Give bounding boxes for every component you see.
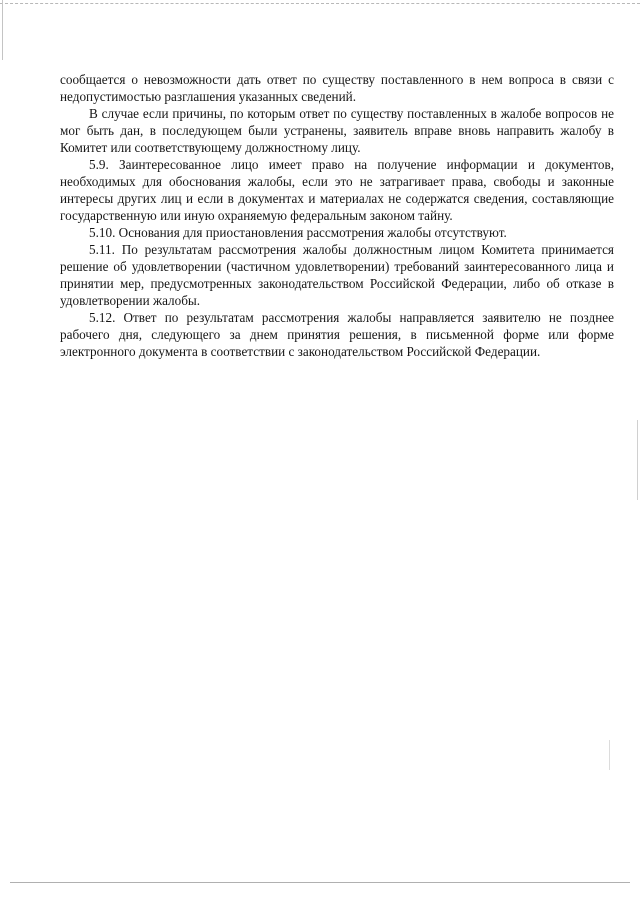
paragraph-5-10: 5.10. Основания для приостановления рассмотрения жалобы отсутствуют. xyxy=(89,225,507,240)
paragraph-continuation: сообщается о невозможности дать ответ по существу поставленного в нем вопроса в связи с недопустимостью разглашения указанных сведений. xyxy=(60,72,614,104)
scan-edge-bottom xyxy=(10,882,630,883)
paragraph-5-12: 5.12. Ответ по результатам рассмотрения жалобы направляется заявителю не позднее рабочего дня, следующего за днем принятия решения, в письменной форме или форме электронного документа в соответствии с законодательством Российской Федерации. xyxy=(60,310,614,359)
scan-mark-right xyxy=(609,740,610,770)
paragraph-5-11: 5.11. По результатам рассмотрения жалобы должностным лицом Комитета принимается решение об удовлетворении (частичном удовлетворении) требований заинтересованного лица и принятии мер, предусмотренных законодательством Российской Федерации, либо об отказе в удовлетворении жалобы. xyxy=(60,242,614,308)
scan-edge-top xyxy=(0,3,640,4)
paragraph-case-reasons-removed: В случае если причины, по которым ответ по существу поставленных в жалобе вопросов не мог быть дан, в последующем были устранены, заявитель вправе вновь направить жалобу в Комитет или соответствующему должностному лицу. xyxy=(60,106,614,155)
scan-edge-left xyxy=(2,0,3,60)
paragraph-5-9: 5.9. Заинтересованное лицо имеет право на получение информации и документов, необходимых для обоснования жалобы, если это не затрагивает права, свободы и законные интересы других лиц и если в документах и материалах не содержатся сведения, составляющие государственную или иную охраняемую федеральным законом тайну. xyxy=(60,157,614,223)
scan-edge-right xyxy=(637,420,638,500)
document-body xyxy=(60,71,614,360)
